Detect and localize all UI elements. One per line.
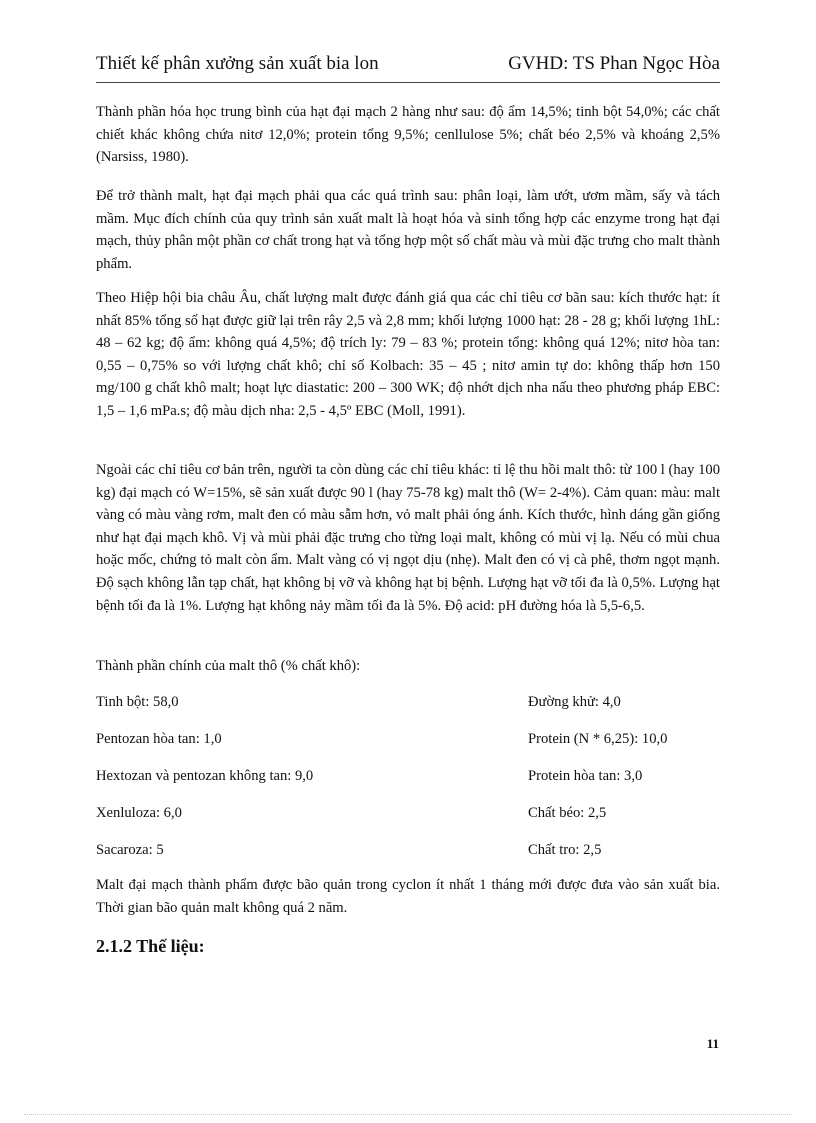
paragraph-other-criteria: Ngoài các chỉ tiêu cơ bản trên, người ta còn dùng các chỉ tiêu khác: tỉ lệ thu hồi malt thô: từ 100 l (hay 100 kg) đại mạch có W=15%, sẽ sản xuất được 90 l (hay 75-78 kg) malt thô (W= 2-4%). Cảm quan: màu: malt vàng có màu vàng rơm, malt đen có màu sẫm hơn, vỏ malt phải óng ánh. Kích thước, hình dáng gần giống như hạt đại mạch khô. Vị và mùi phải đặc trưng cho từng loại malt, không có mùi vị lạ. Nếu có mùi chua hoặc mốc, chứng tỏ malt còn ẩm. Malt vàng có vị ngọt dịu (nhẹ). Malt đen có vị cà phê, thơm ngọt mạnh. Độ sạch không lẫn tạp chất, hạt không bị vỡ và không hạt bị bệnh. Lượng hạt vỡ tối đa là 0,5%. Lượng hạt bệnh tối đa là 1%. Lượng hạt không nảy mầm tối đa là 5%. Độ acid: pH đường hóa là 5,5-6,5. bbox=[96, 462, 720, 614]
paragraph-malting-process: Để trở thành malt, hạt đại mạch phải qua các quá trình sau: phân loại, làm ướt, ươm mầm, sấy và tách mầm. Mục đích chính của quy trình sản xuất malt là hoạt hóa và sinh tổng hợp các enzyme trong hạt đại mạch, thủy phân một phần cơ chất trong hạt và tổng hợp một số chất màu và mùi đặc trưng cho malt thành phẩm. bbox=[96, 188, 720, 272]
paragraph-quality-criteria: Theo Hiệp hội bia châu Âu, chất lượng malt được đánh giá qua các chỉ tiêu cơ bãn sau: kích thước hạt: ít nhất 85% tổng số hạt được giữ lại trên rây 2,5 và 2,8 mm; khối lượng 1000 hạt: 28 - 28 g; khối lượng 1hL: 48 – 62 kg; độ ẩm: không quá 4,5%; độ trích ly: 79 – 83 %; protein tổng: không quá 12%; nitơ hòa tan: 0,55 – 0,75% so với lượng chất khô; chỉ số Kolbach: 35 – 45 ; nitơ amin tự do: không thấp hơn 150 mg/100 g chất khô malt; hoạt lực diastatic: 200 – 300 WK; độ nhớt dịch nha nấu theo phương pháp EBC: 1,5 – 1,6 mPa.s; độ màu dịch nha: 2,5 - 4,5º EBC (Moll, 1991). bbox=[96, 290, 720, 419]
composition-item: Pentozan hòa tan: 1,0 bbox=[96, 731, 222, 747]
composition-item: Chất béo: 2,5 bbox=[528, 805, 607, 821]
composition-item: Sacaroza: 5 bbox=[96, 842, 164, 858]
paragraph-composition: Thành phần hóa học trung bình của hạt đại mạch 2 hàng như sau: độ ẩm 14,5%; tinh bột 54,0%; các chất chiết khác không chứa nitơ 12,0%; protein tổng 9,5%; cenllulose 5%; chất béo 2,5% và khoáng 2,5% (Narsiss, 1980). bbox=[96, 104, 720, 166]
page-header bbox=[96, 52, 720, 76]
composition-item: Chất tro: 2,5 bbox=[528, 842, 602, 858]
paragraph-storage: Malt đại mạch thành phẩm được bão quản trong cyclon ít nhất 1 tháng mới được đưa vào sản xuất bia. Thời gian bão quản malt không quá 2 năm. bbox=[96, 877, 720, 916]
composition-item: Hextozan và pentozan không tan: 9,0 bbox=[96, 768, 314, 784]
composition-item: Protein hòa tan: 3,0 bbox=[528, 768, 643, 784]
section-heading: 2.1.2 Thế liệu: bbox=[96, 936, 205, 956]
header-title: Thiết kế phân xưởng sản xuất bia lon bbox=[96, 53, 379, 74]
header-rule bbox=[96, 82, 720, 83]
composition-item: Đường khử: 4,0 bbox=[528, 694, 621, 710]
composition-item: Tinh bột: 58,0 bbox=[96, 694, 179, 710]
page-number: 11 bbox=[706, 1036, 719, 1051]
page-bottom-divider bbox=[24, 1114, 792, 1115]
composition-item: Xenluloza: 6,0 bbox=[96, 805, 182, 821]
paragraph-composition-intro: Thành phần chính của malt thô (% chất khô): bbox=[96, 658, 361, 674]
header-advisor: GVHD: TS Phan Ngọc Hòa bbox=[508, 53, 720, 74]
composition-item: Protein (N * 6,25): 10,0 bbox=[528, 731, 668, 747]
